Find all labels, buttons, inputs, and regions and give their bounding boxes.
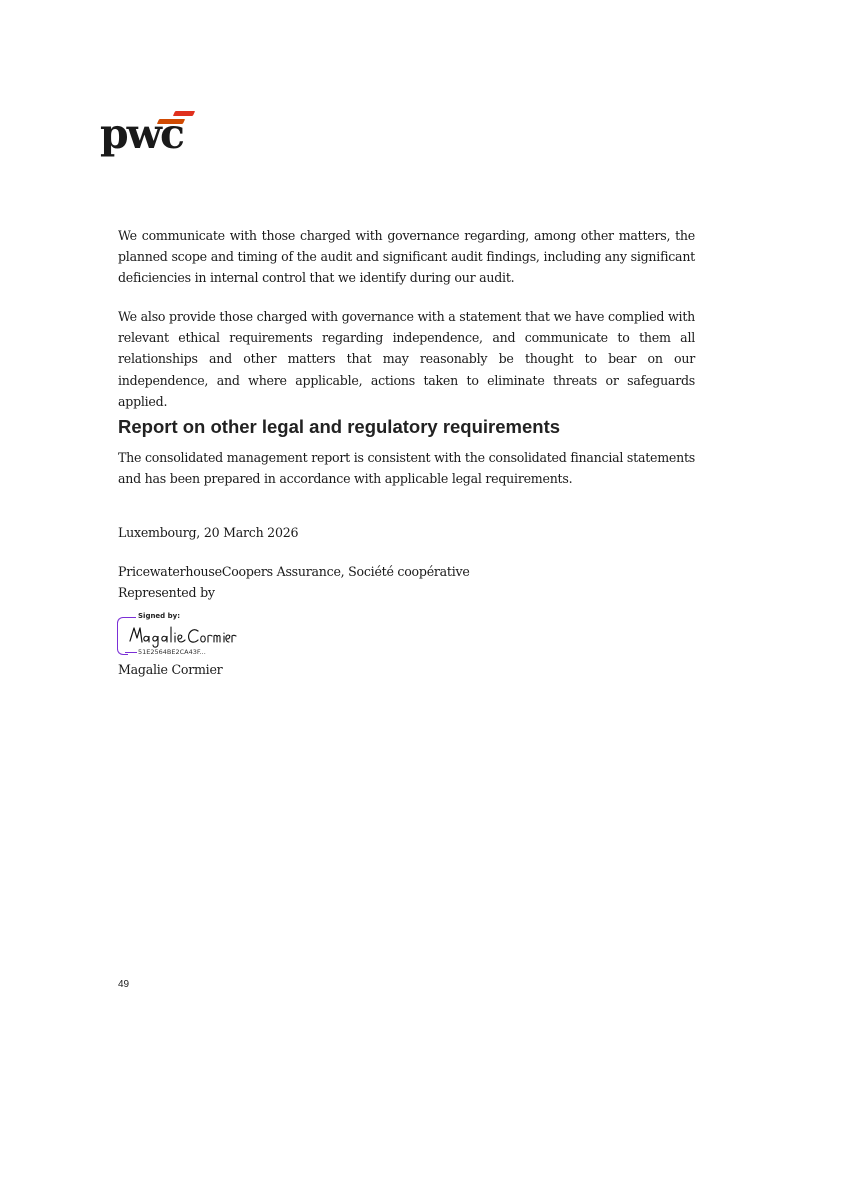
- represented-by-label: Represented by: [118, 585, 215, 600]
- signer-name: Magalie Cormier: [118, 662, 223, 677]
- signed-by-label: Signed by:: [138, 612, 181, 620]
- pwc-logo: [100, 108, 196, 160]
- section-heading: Report on other legal and regulatory requirements: [118, 416, 561, 437]
- signature-bracket-bottom-line: [125, 652, 137, 653]
- place-date: Luxembourg, 20 March 2026: [118, 525, 299, 540]
- firm-name: PricewaterhouseCoopers Assurance, Société coopérative: [118, 564, 470, 579]
- page-number: 49: [118, 979, 130, 990]
- paragraph-independence-statement: We also provide those charged with governance with a statement that we have complied with relevant ethical requirements regarding independence, and communicate to them all relationships and other matters that may reasonably be thought to bear on our independence, and where applicable, actions taken to eliminate threats or safeguards applied.: [118, 309, 695, 409]
- paragraph-management-report: The consolidated management report is consistent with the consolidated financial statements and has been prepared in accordance with applicable legal requirements.: [118, 450, 695, 487]
- handwritten-signature: [127, 623, 237, 649]
- paragraph-governance-communication: We communicate with those charged with governance regarding, among other matters, the planned scope and timing of the audit and significant audit findings, including any significant deficiencies in internal control that we identify during our audit.: [118, 228, 695, 286]
- logo-text: pwc: [100, 110, 183, 158]
- digital-signature: [117, 612, 237, 658]
- signature-id: 51E2564BE2CA43F...: [138, 648, 206, 656]
